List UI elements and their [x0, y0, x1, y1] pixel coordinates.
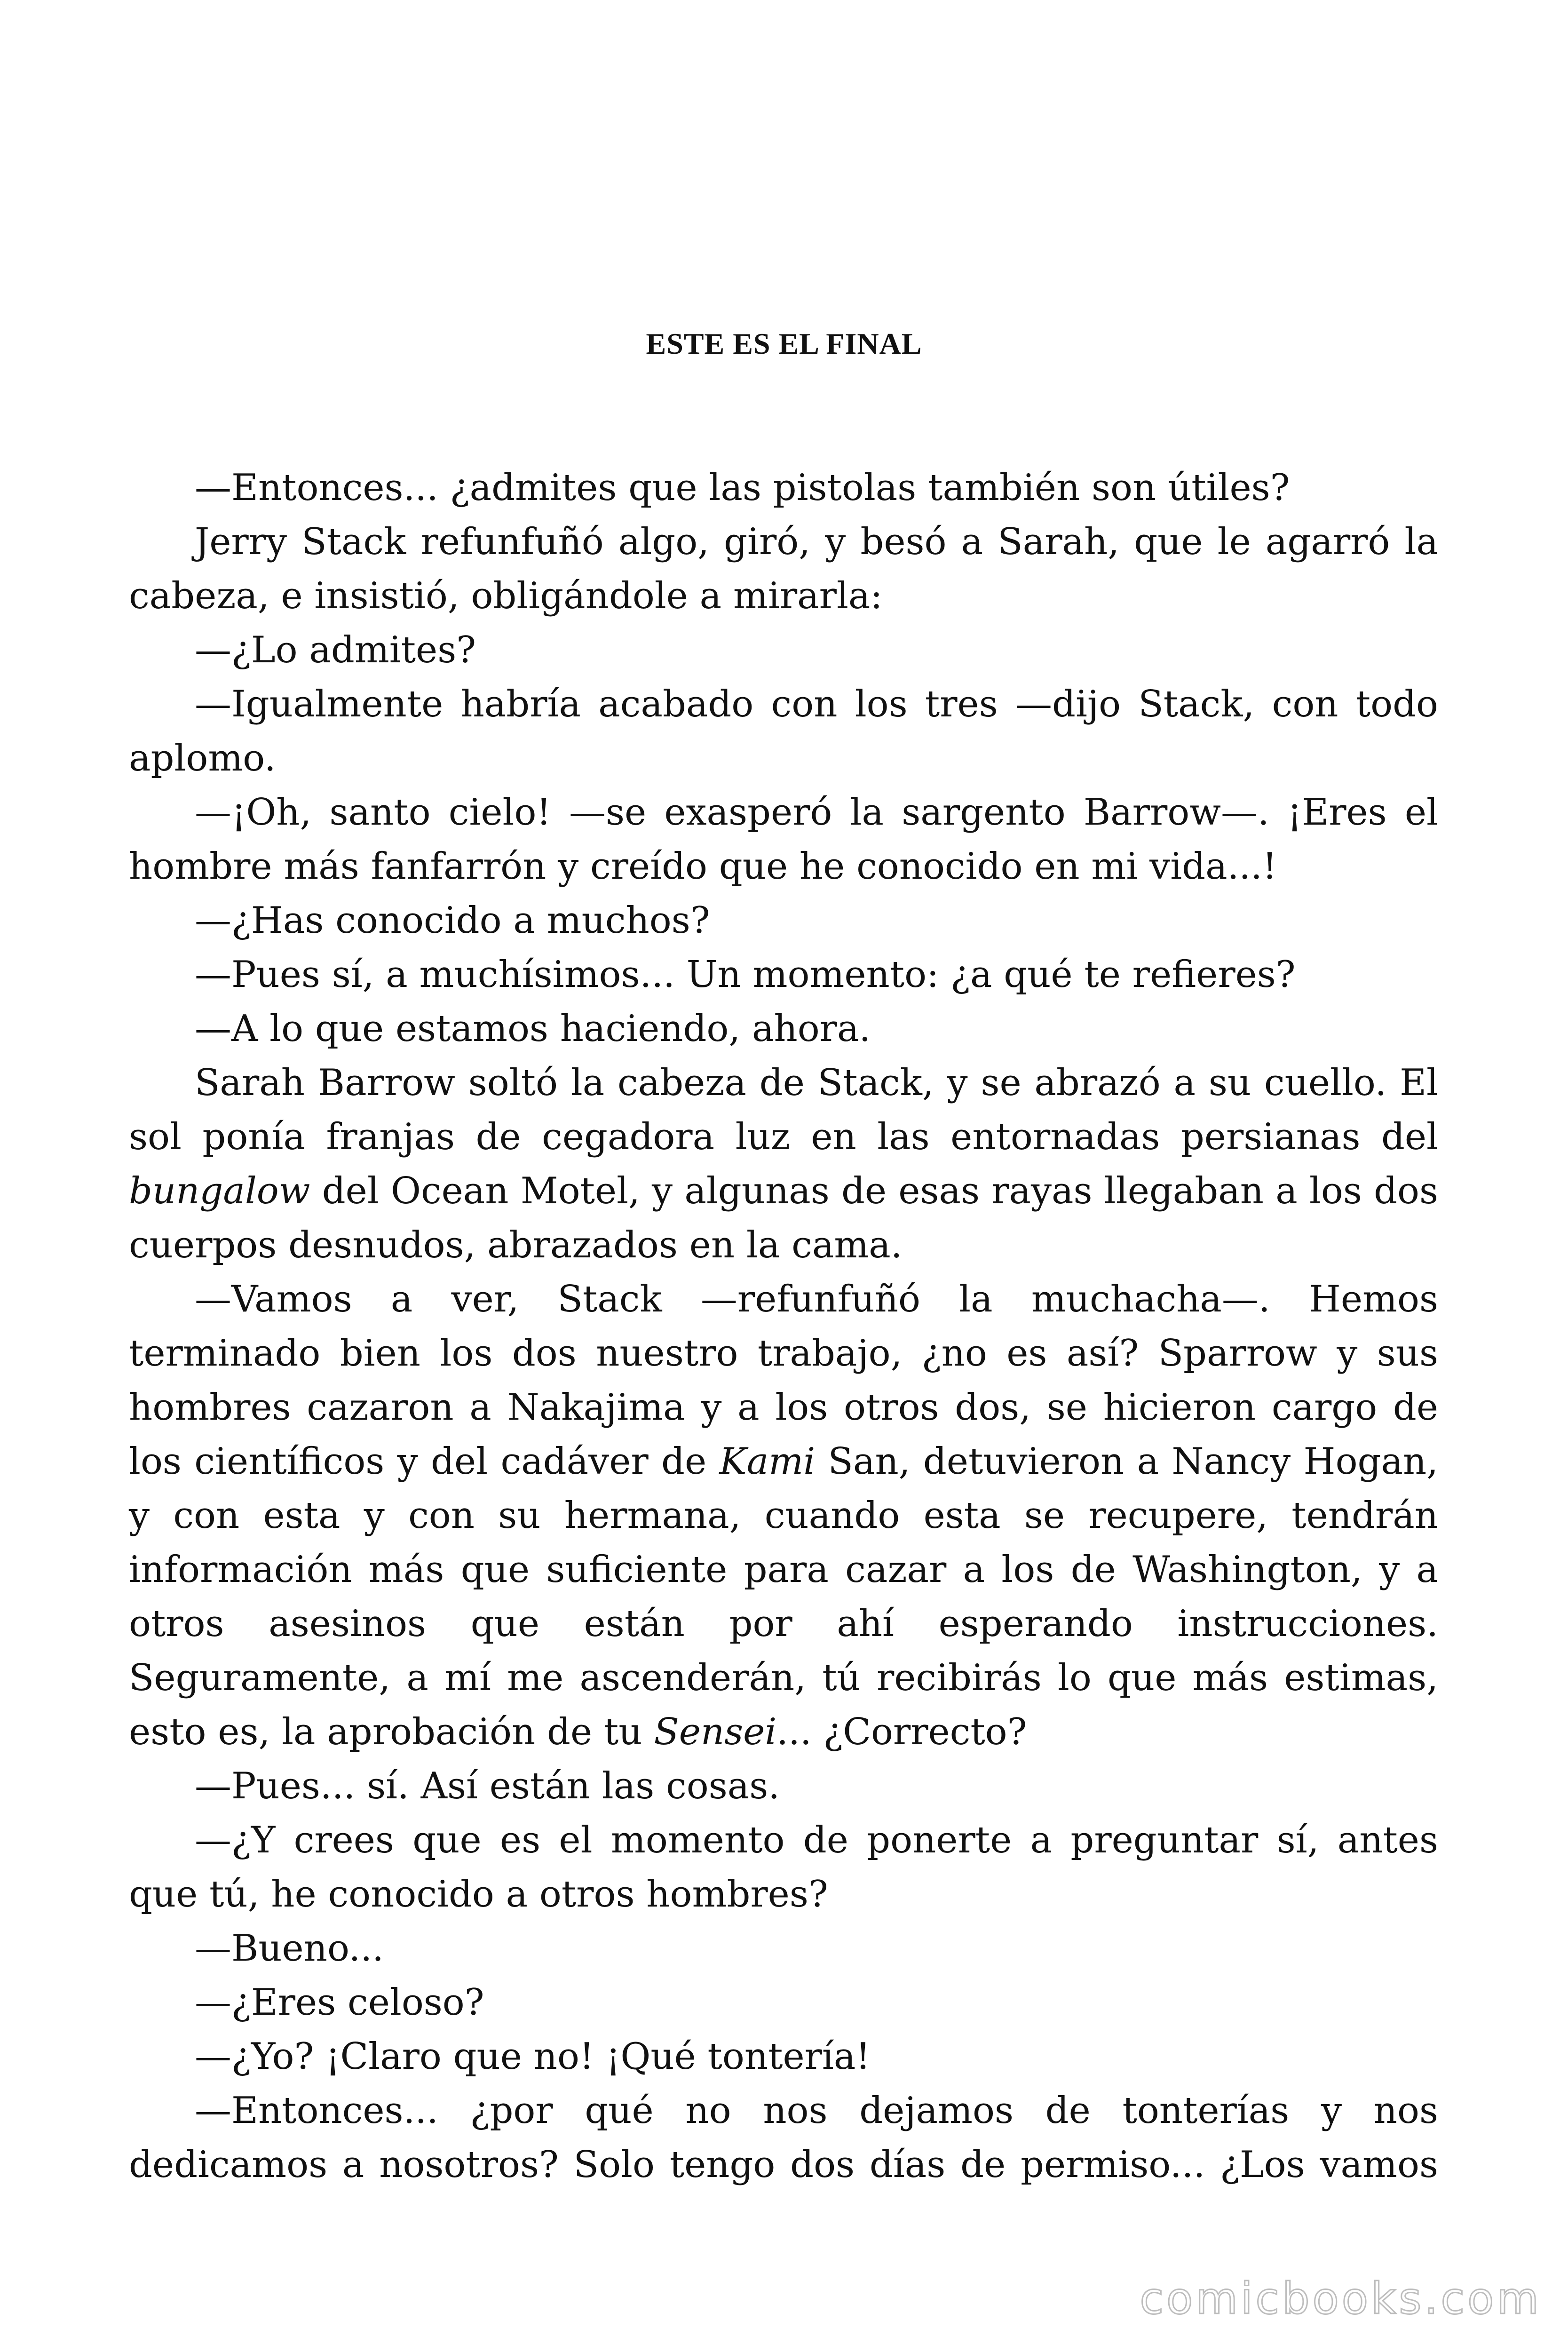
- paragraph: Sarah Barrow soltó la cabeza de Stack, y se abrazó a su cuello. El sol ponía franjas de cegadora luz en las entornadas persianas del bungalow del Ocean Motel, y algunas de esas rayas llegaban a los dos cuerpos desnudos, abrazados en la cama.: [129, 1062, 1438, 1266]
- paragraph: —Entonces... ¿por qué no nos dejamos de tonterías y nos dedicamos a nosotros? Solo tengo dos días de permiso... ¿Los vamos: [129, 2090, 1438, 2186]
- paragraph: —Igualmente habría acabado con los tres —dijo Stack, con todo aplomo.: [129, 683, 1438, 779]
- chapter-body: [129, 461, 1438, 2192]
- paragraph: —¡Oh, santo cielo! —se exasperó la sargento Barrow—. ¡Eres el hombre más fanfarrón y creído que he conocido en mi vida...!: [129, 791, 1438, 888]
- watermark-logo: comicbooks.com: [1140, 2273, 1542, 2324]
- paragraph: —¿Yo? ¡Claro que no! ¡Qué tontería!: [195, 2035, 871, 2078]
- paragraph: —Pues sí, a muchísimos... Un momento: ¿a qué te refieres?: [195, 954, 1296, 996]
- paragraph: —¿Lo admites?: [195, 629, 476, 671]
- paragraph: —A lo que estamos haciendo, ahora.: [195, 1008, 871, 1050]
- paragraph: —Pues... sí. Así están las cosas.: [195, 1765, 780, 1807]
- paragraph: —¿Has conocido a muchos?: [195, 899, 710, 942]
- italic-word: Kami: [719, 1440, 816, 1483]
- paragraph: —Entonces... ¿admites que las pistolas también son útiles?: [195, 467, 1290, 509]
- italic-word: bungalow: [129, 1170, 310, 1212]
- paragraph: —¿Eres celoso?: [195, 1981, 484, 2024]
- paragraph: —Vamos a ver, Stack —refunfuñó la muchacha—. Hemos terminado bien los dos nuestro trabajo, ¿no es así? Sparrow y sus hombres cazaron a Nakajima y a los otros dos, se hicieron cargo de los científicos y del cadáver de Kami San, detuvieron a Nancy Hogan, y con esta y con su hermana, cuando esta se recupere, tendrán información más que suficiente para cazar a los de Washington, y a otros asesinos que están por ahí esperando instrucciones. Seguramente, a mí me ascenderán, tú recibirás lo que más estimas, esto es, la aprobación de tu Sensei... ¿Correcto?: [129, 1278, 1438, 1753]
- italic-word: Sensei: [654, 1711, 777, 1753]
- paragraph: —Bueno...: [195, 1927, 384, 1970]
- paragraph: Jerry Stack refunfuñó algo, giró, y besó a Sarah, que le agarró la cabeza, e insistió, obligándole a mirarla:: [129, 521, 1438, 617]
- chapter-title: ESTE ES EL FINAL: [646, 327, 922, 360]
- paragraph: —¿Y crees que es el momento de ponerte a preguntar sí, antes que tú, he conocido a otros hombres?: [129, 1819, 1438, 1915]
